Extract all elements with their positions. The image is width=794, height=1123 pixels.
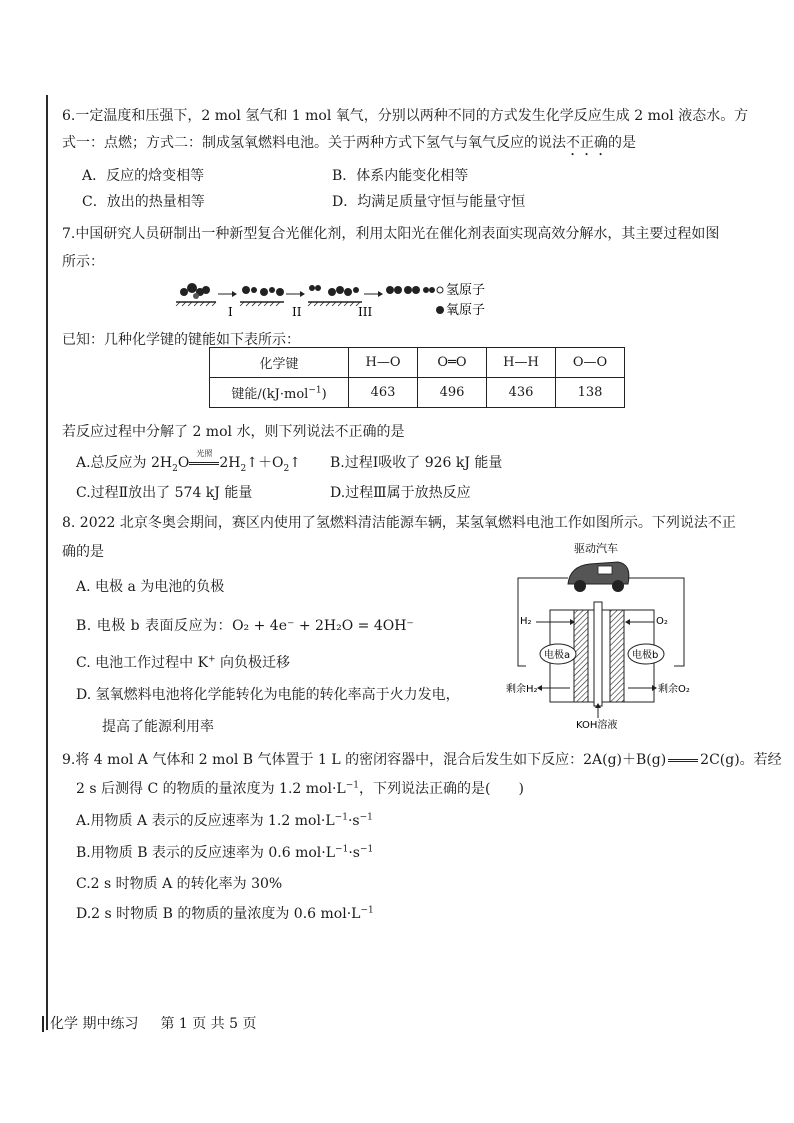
table-header-bond: 化学键	[210, 348, 349, 378]
electrode-b-equation: O₂ + 4e⁻ + 2H₂O = 4OH⁻	[232, 618, 414, 634]
table-row	[210, 378, 625, 408]
h2-in-label: H₂	[520, 616, 532, 627]
electrolyte-label: KOH溶液	[576, 720, 618, 730]
table-cell: H—O	[349, 348, 418, 378]
q7-water-splitting-diagram	[172, 278, 492, 320]
table-header-energy: 键能/(kJ·mol$^{-1}$)	[210, 378, 349, 408]
q9-option-b: B.用物质 B 表示的反应速率为 0.6 $mol\cdot L^{-1}\cdot s^{-1}$	[76, 844, 374, 861]
hydrogen-atom-icon	[437, 287, 443, 293]
q8-stem-line2: 确的是	[62, 544, 104, 560]
q9-stem-line2: 2 s 后测得 C 的物质的量浓度为 1.2 $mol\cdot L^{-1}$，下列说法正确的是( )	[76, 780, 524, 797]
q7-option-b: B.过程Ⅰ吸收了 926 kJ 能量	[330, 455, 503, 471]
fuel-cell-diagram	[506, 540, 716, 730]
q6-option-d: D．均满足质量守恒与能量守恒	[332, 194, 526, 210]
reaction-condition: 光照	[196, 449, 213, 458]
footer-page-number: 第 1 页 共 5 页	[160, 1016, 257, 1032]
q7-option-d: D.过程Ⅲ属于放热反应	[330, 485, 471, 501]
q7-option-a: A.总反应为 $2H_2O$ 光照 $2H_2↑+O_2↑$	[76, 453, 301, 473]
margin-line	[46, 95, 48, 1030]
bond-energy-table	[209, 347, 625, 408]
q8-option-d-line2: 提高了能源利用率	[102, 719, 214, 735]
table-cell: 496	[418, 378, 487, 408]
o2-in-label: O₂	[656, 616, 668, 627]
q7-question: 若反应过程中分解了 2 mol 水，则下列说法不正确的是	[62, 424, 405, 440]
q7-stem-line2: 所示：	[62, 254, 104, 270]
footer-subject: 化学 期中练习	[50, 1016, 139, 1032]
q6-stem-line1: 6.一定温度和压强下，2 mol 氢气和 1 mol 氧气，分别以两种不同的方式发生化学反应生成 2 mol 液态水。方	[62, 108, 749, 124]
q6-stem-line2: 式一：点燃；方式二：制成氢氧燃料电池。关于两种方式下氢气与氧气反应的说法不正确的是	[62, 135, 636, 151]
q6-option-b: B．体系内能变化相等	[332, 168, 469, 184]
electrode-b-label: 电极b	[632, 650, 659, 661]
table-cell: O═O	[418, 348, 487, 378]
q6-emphasis: 不正确	[566, 135, 608, 151]
table-cell: O—O	[556, 348, 625, 378]
footer-bar	[42, 1016, 44, 1032]
page-footer	[42, 1013, 257, 1033]
q9-option-c: C.2 s 时物质 A 的转化率为 30%	[76, 876, 283, 892]
q8-option-d-line1: D. 氢氧燃料电池将化学能转化为电能的转化率高于火力发电，	[76, 687, 460, 703]
q7-stem-line1: 7.中国研究人员研制出一种新型复合光催化剂，利用太阳光在催化剂表面实现高效分解水，其主要过程如图	[62, 226, 720, 242]
q6-option-c: C．放出的热量相等	[82, 194, 205, 210]
car-icon	[568, 562, 629, 592]
stage-label-3: III	[358, 305, 373, 319]
q7-known: 已知：几种化学键的键能如下表所示：	[62, 332, 300, 348]
q8-option-a: A. 电极 a 为电池的负极	[76, 579, 225, 595]
electrode-a-label: 电极a	[544, 650, 571, 661]
stage-label-1: I	[228, 305, 233, 319]
q6-option-a: A．反应的焓变相等	[82, 168, 205, 184]
o2-out-label: 剩余O₂	[658, 684, 690, 695]
equilibrium-sign	[668, 759, 698, 762]
q8-stem-line1: 8. 2022 北京冬奥会期间，赛区内使用了氢燃料清洁能源车辆，某氢氧燃料电池工作如图所示。下列说法不正	[62, 515, 736, 531]
table-cell: 138	[556, 378, 625, 408]
q8-option-c: C. 电池工作过程中 K+ 向负极迁移	[76, 654, 291, 671]
legend-oxygen: 氧原子	[446, 303, 486, 318]
q9-option-d: D.2 s 时物质 B 的物质的量浓度为 0.6 $mol\cdot L^{-1}$	[76, 905, 374, 922]
legend-hydrogen: 氢原子	[446, 283, 486, 298]
table-cell: 463	[349, 378, 418, 408]
stage-label-2: II	[292, 305, 302, 319]
q8-option-b: B. 电极 b 表面反应为：O₂ + 4e⁻ + 2H₂O = 4OH⁻	[76, 618, 414, 634]
q9-stem-line1: 9.将 4 mol A 气体和 2 mol B 气体置于 1 L 的密闭容器中，混合后发生如下反应：2A(g)＋B(g) 2C(g)。若经	[62, 752, 782, 768]
car-label: 驱动汽车	[574, 542, 618, 555]
table-row	[210, 348, 625, 378]
table-cell: 436	[487, 378, 556, 408]
oxygen-atom-icon	[436, 306, 444, 314]
h2-out-label: 剩余H₂	[506, 684, 538, 695]
stage1-molecules	[180, 283, 210, 299]
q9-option-a: A.用物质 A 表示的反应速率为 1.2 $mol\cdot L^{-1}\cdot s^{-1}$	[76, 812, 373, 829]
q7-option-c: C.过程Ⅱ放出了 574 kJ 能量	[76, 485, 253, 501]
table-cell: H—H	[487, 348, 556, 378]
